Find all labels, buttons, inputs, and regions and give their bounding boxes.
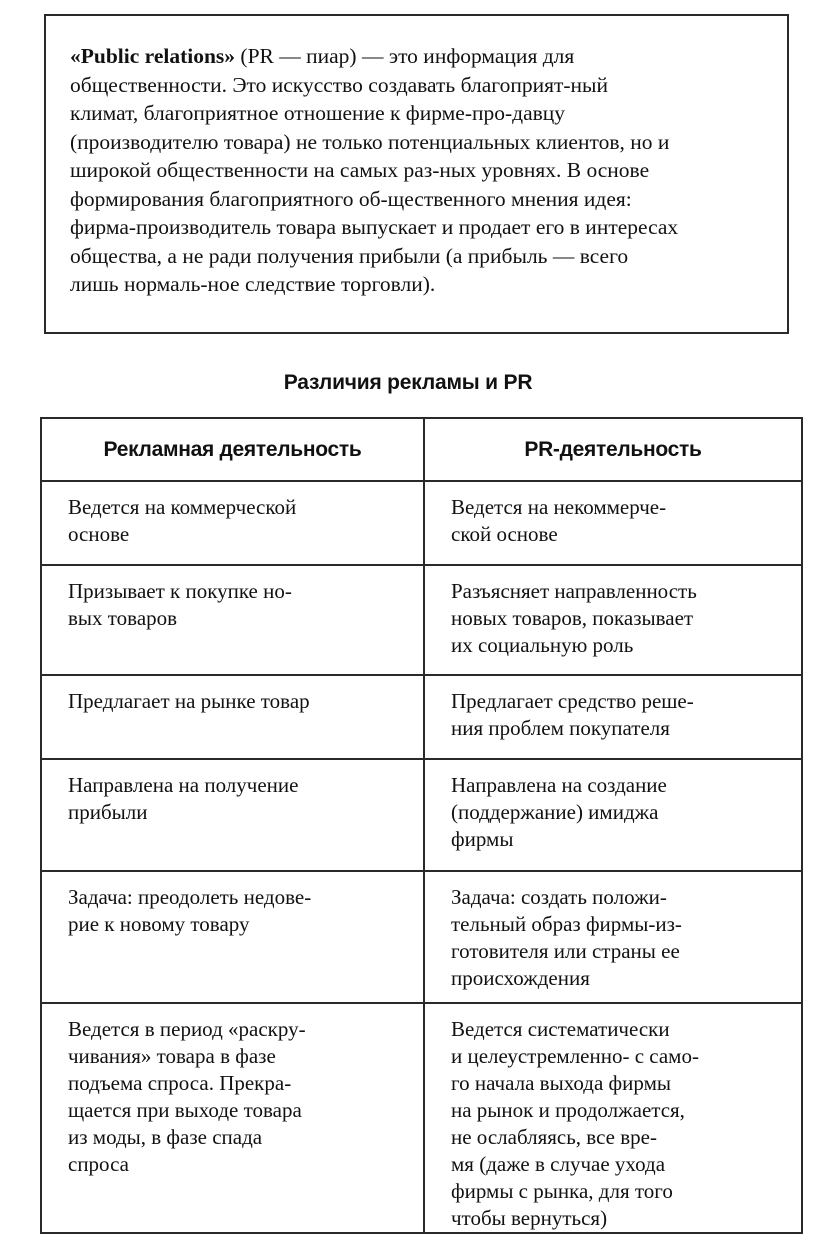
cell-line: прибыли bbox=[68, 800, 148, 824]
cell-advertising bbox=[41, 565, 424, 675]
cell-line: Ведется на некоммерче- bbox=[451, 495, 667, 519]
cell-advertising bbox=[41, 481, 424, 565]
cell-line: вых товаров bbox=[68, 606, 178, 630]
definition-line: климат, благоприятное отношение к фирме-про-давцу bbox=[70, 101, 566, 125]
cell-line: готовителя или страны ее bbox=[451, 939, 680, 963]
cell-line: происхождения bbox=[451, 966, 590, 990]
cell-line: мя (даже в случае ухода bbox=[451, 1152, 666, 1176]
cell-line: их социальную роль bbox=[451, 633, 634, 657]
definition-line: фирма-производитель товара выпускает и продает его в интересах bbox=[70, 215, 679, 239]
cell-line: Задача: создать положи- bbox=[451, 885, 667, 909]
cell-line: (поддержание) имиджа bbox=[451, 800, 659, 824]
cell-line: рие к новому товару bbox=[68, 912, 250, 936]
cell-line: Призывает к покупке но- bbox=[68, 579, 292, 603]
cell-advertising bbox=[41, 1003, 424, 1233]
cell-line: спроса bbox=[68, 1152, 129, 1176]
table-row bbox=[41, 759, 802, 871]
cell-line: новых товаров, показывает bbox=[451, 606, 694, 630]
cell-line: Ведется систематически bbox=[451, 1017, 670, 1041]
cell-advertising bbox=[41, 759, 424, 871]
column-header-pr: PR-деятельность bbox=[424, 418, 802, 481]
definition-text: (PR — пиар) — это информация для bbox=[235, 44, 575, 68]
cell-line: Задача: преодолеть недове- bbox=[68, 885, 312, 909]
cell-line: Направлена на создание bbox=[451, 773, 667, 797]
table-body bbox=[41, 481, 802, 1233]
cell-line: Предлагает средство реше- bbox=[451, 689, 694, 713]
cell-line: ния проблем покупателя bbox=[451, 716, 670, 740]
cell-pr bbox=[424, 481, 802, 565]
cell-pr bbox=[424, 675, 802, 759]
definition-line: широкой общественности на самых раз-ных уровнях. В основе bbox=[70, 158, 650, 182]
cell-line: щается при выходе товара bbox=[68, 1098, 302, 1122]
comparison-table bbox=[40, 417, 803, 1234]
cell-line: подъема спроса. Прекра- bbox=[68, 1071, 292, 1095]
cell-pr bbox=[424, 871, 802, 1003]
cell-line: тельный образ фирмы-из- bbox=[451, 912, 682, 936]
table-row bbox=[41, 871, 802, 1003]
cell-line: Разъясняет направленность bbox=[451, 579, 697, 603]
cell-line: на рынок и продолжается, bbox=[451, 1098, 685, 1122]
cell-line: Ведется в период «раскру- bbox=[68, 1017, 306, 1041]
table-caption: Различия рекламы и PR bbox=[283, 371, 533, 394]
definition-line: (производителю товара) не только потенциальных клиентов, но и bbox=[70, 129, 670, 154]
definition-line: общественности. Это искусство создавать благоприят-ный bbox=[70, 72, 608, 97]
cell-line: основе bbox=[68, 522, 130, 546]
definition-line: общества, а не ради получения прибыли (а прибыль — всего bbox=[70, 243, 629, 268]
column-header-advertising: Рекламная деятельность bbox=[41, 418, 424, 481]
cell-line: го начала выхода фирмы bbox=[451, 1071, 671, 1095]
cell-line: Направлена на получение bbox=[68, 773, 299, 797]
definition-term: «Public relations» bbox=[70, 44, 236, 68]
cell-line: и целеустремленно- с само- bbox=[451, 1044, 699, 1068]
cell-line: не ослабляясь, все вре- bbox=[451, 1125, 657, 1149]
table-row bbox=[41, 481, 802, 565]
cell-advertising bbox=[41, 871, 424, 1003]
cell-pr bbox=[424, 1003, 802, 1233]
table-header-row bbox=[41, 418, 802, 481]
definition-box bbox=[44, 14, 789, 334]
table-row bbox=[41, 1003, 802, 1233]
definition-line bbox=[70, 42, 777, 71]
cell-line: Предлагает на рынке товар bbox=[68, 689, 310, 713]
table-row bbox=[41, 675, 802, 759]
cell-line: чивания» товара в фазе bbox=[68, 1044, 276, 1068]
cell-pr bbox=[424, 759, 802, 871]
cell-line: Ведется на коммерческой bbox=[68, 495, 297, 519]
table-row bbox=[41, 565, 802, 675]
cell-line: ской основе bbox=[451, 522, 558, 546]
cell-line: фирмы с рынка, для того bbox=[451, 1179, 673, 1203]
definition-line: лишь нормаль-ное следствие торговли). bbox=[70, 272, 436, 296]
cell-advertising bbox=[41, 675, 424, 759]
cell-line: фирмы bbox=[451, 827, 514, 851]
cell-line: из моды, в фазе спада bbox=[68, 1125, 263, 1149]
definition-line: формирования благоприятного об-щественного мнения идея: bbox=[70, 186, 632, 211]
cell-line: чтобы вернуться) bbox=[451, 1206, 608, 1230]
cell-pr bbox=[424, 565, 802, 675]
